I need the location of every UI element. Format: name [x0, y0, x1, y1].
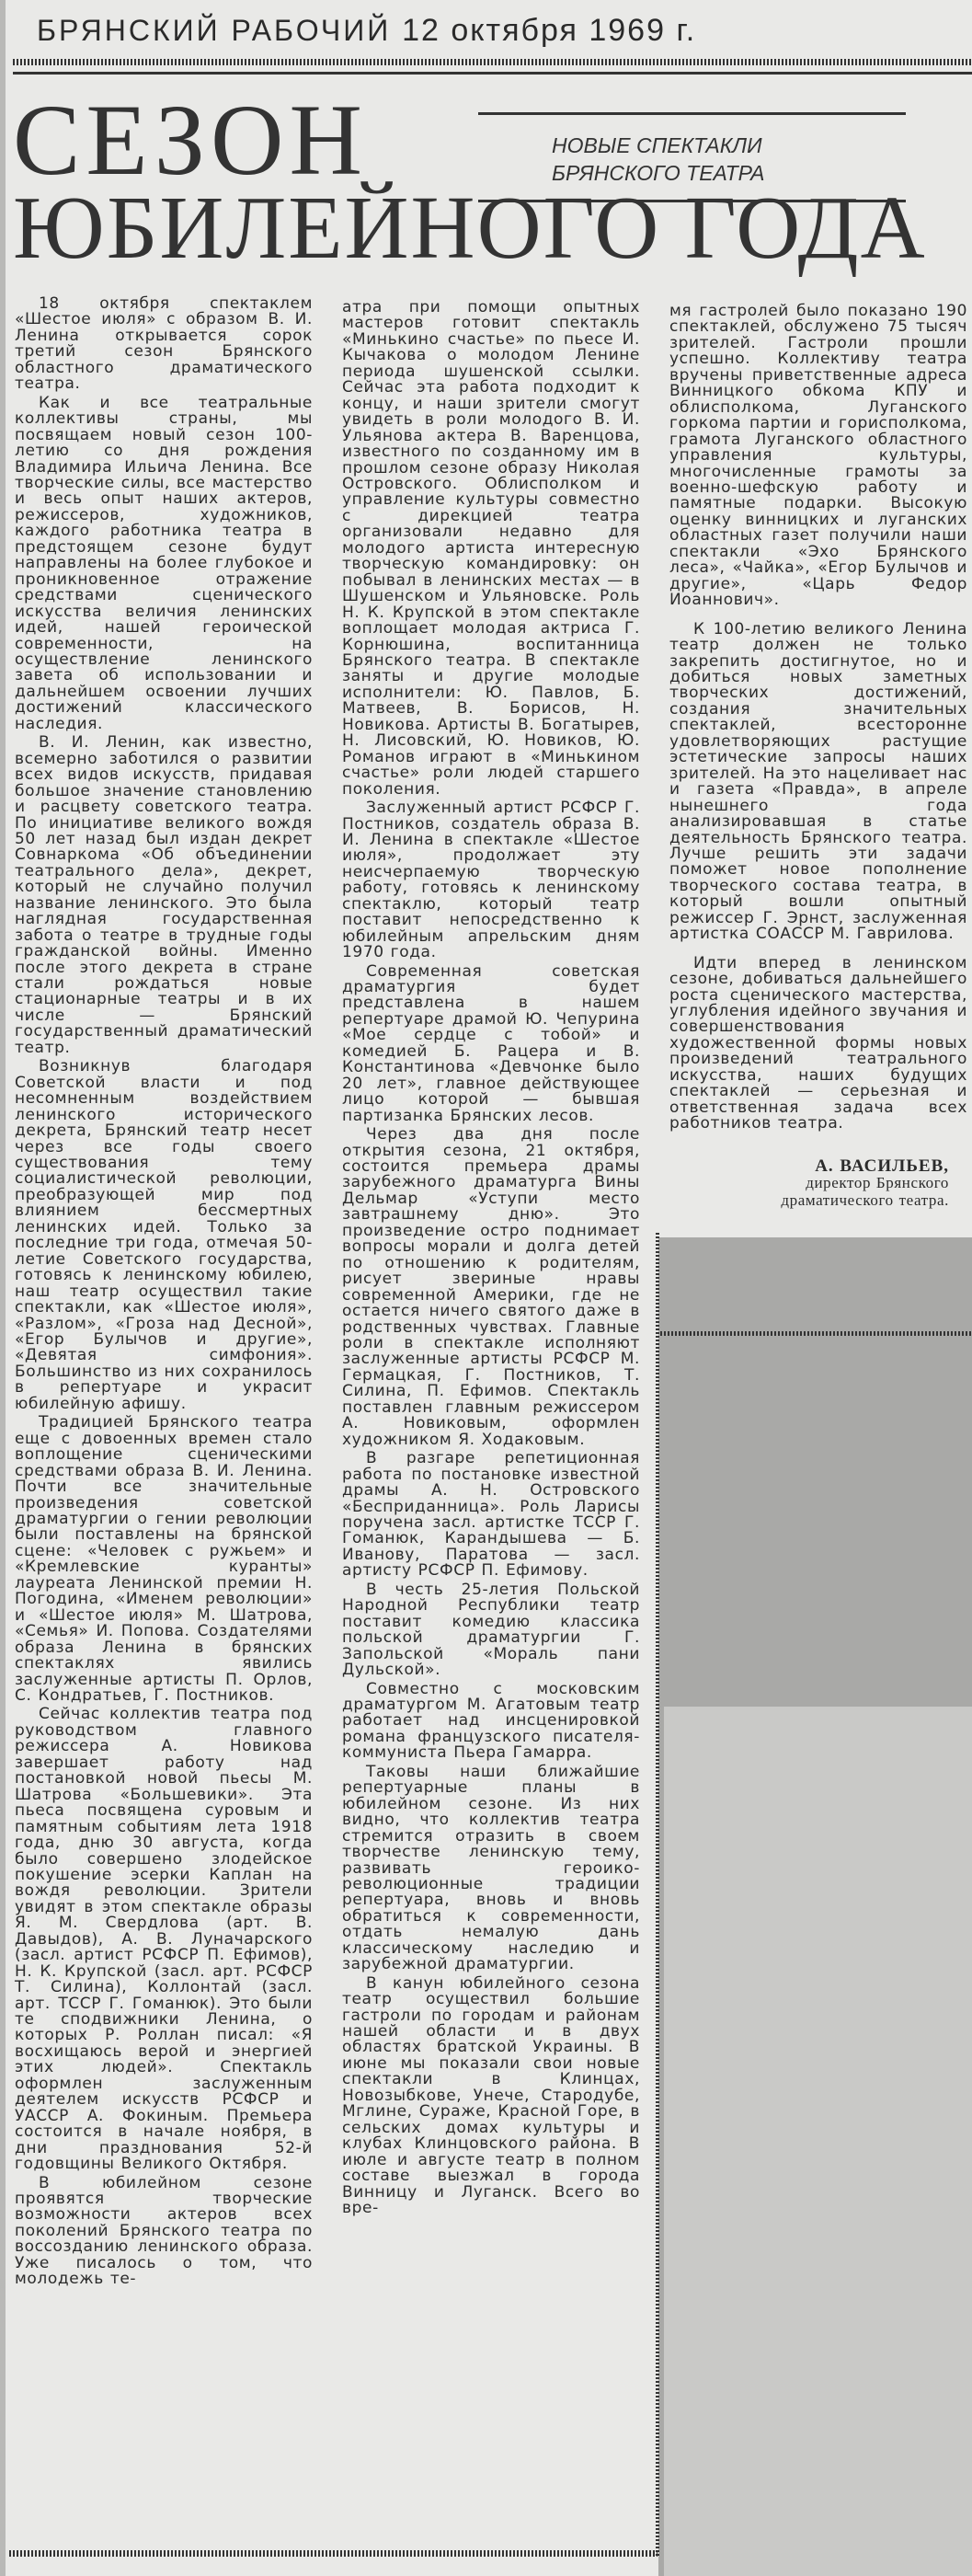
paragraph-continued: атра при помощи опытных мастеров готовит спектакль «Минькино счастье» по пьесе И. Кычакова о молодом Ленине периода шушенской ссылки. Сейчас эта работа подходит к концу, и наши зрители смогут увидеть в роли молодого В. И. Ульянова актера В. Варенцова, известного по созданному им в прошлом сезоне образу Николая Островского. Облисполком и управление культуры совместно с дирекцией театра организовали недавно для молодого артиста интересную творческую командировку: он побывал в ленинских местах — в Шушенском и Ульяновске. Роль Н. К. Крупской в этом спектакле воплощает молодая актриса Г. Корнюшина, воспитанница Брянского театра. В спектакле заняты и другие молодые исполнители: Ю. Павлов, Б. Матвеев, В. Борисов, Н. Новикова. Артисты В. Богатырев, Н. Лисовский, Ю. Новиков, Ю. Романов играют в «Минькином счастье» роли людей старшего поколения. — [342, 298, 640, 799]
paragraph: В разгаре репетиционная работа по постановке известной драмы А. Н. Островского «Бесприданница». Роль Ларисы поручена засл. артистке ТССР Г. Гоманюк, Карандышева — Б. Иванову, Паратова — засл. артисту РСФСР П. Ефимову. — [342, 1449, 640, 1581]
paragraph: Современная советская драматургия будет представлена в нашем репертуаре драмой Ю. Чепурина «Мое сердце с тобой» и комедией Б. Рацера и В. Константинова «Девчонке было 20 лет», главное действующее лицо которой — бывшая партизанка Брянских лесов. — [342, 961, 640, 1125]
kicker-line-1: НОВЫЕ СПЕКТАКЛИ — [552, 133, 762, 157]
paragraph: В честь 25-летия Польской Народной Республики театр поставит комедию классика польской драматургии Г. Запольской «Мораль пани Дульской». — [342, 1580, 640, 1680]
paragraph-continued: мя гастролей было показано 190 спектаклей, обслужено 75 тысяч зрителей. Гастроли прошли успешно. Коллективу театра вручены приветственные адреса Винницкого обкома КПУ и облисполкома, Луганского горкома партии и горисполкома, грамота Луганского областного управления культуры, многочисленные грамоты за военно-шефскую работу и памятные подарки. Высокую оценку винницких и луганских областных газет получили наши спектакли «Эхо Брянского леса», «Чайка», «Егор Булычов и другие», «Царь Федор Иоаннович». — [669, 302, 967, 610]
paragraph: Сейчас коллектив театра под руководством главного режиссера А. Новикова завершает работу над постановкой новой пьесы М. Шатрова «Большевики». Эта пьеса посвящена суровым и памятным событиям лета 1918 года, дню 30 августа, когда было совершено злодейское покушение эсерки Каплан на вождя революции. Зрители увидят в этом спектакле образы Я. М. Свердлова (арт. В. Давыдов), А. В. Луначарского (засл. артист РСФСР П. Ефимов), Н. К. Крупской (засл. арт. РСФСР Т. Силина), Коллонтай (засл. арт. ТССР Г. Гоманюк). Это были те сподвижники Ленина, о которых Р. Роллан писал: «Я восхищаюсь верой и энергией этих людей». Спектакль оформлен заслуженным деятелем искусств РСФСР и УАССР А. Фокиным. Премьера состоится в начале ноября, в дни празднования 52-й годовщины Великого Октября. — [15, 1705, 313, 2174]
kicker-line-2: БРЯНСКОГО ТЕАТРА — [552, 161, 765, 185]
article-column-2 — [342, 300, 640, 2219]
paragraph: Идти вперед в ленинском сезоне, добиваться дальнейшего роста сценического мастерства, углубления идейного звучания и совершенствования художественной формы новых произведений театрального искусства, наших будущих спектаклей — серьезная и ответственная задача всех работников театра. — [669, 953, 967, 1133]
author-signature — [669, 1158, 967, 1209]
author-name: А. ВАСИЛЬЕВ, — [815, 1156, 949, 1176]
column-3-bottom-rule — [660, 1331, 972, 1336]
paragraph: В юбилейном сезоне проявятся творческие возможности актеров всех поколений Брянского театра по воссозданию ленинского образа. Уже писалось о том, что молодежь те- — [15, 2173, 313, 2289]
article-column-1 — [15, 296, 313, 2291]
paragraph: Традицией Брянского театра еще с довоенных времен стало воплощение сценическими средствами образа В. И. Ленина. Почти все значительные произведения советской драматургии о гении революции были поставлены на брянской сцене: «Человек с ружьем» и «Кремлевские куранты» лауреата Ленинской премии Н. Погодина, «Именем революции» и «Шестое июля» М. Шатрова, «Семья» И. Попова. Создателями образа Ленина в брянских спектаклях явились заслуженные артисты П. Орлов, С. Кондратьев, Г. Постников. — [15, 1413, 313, 1705]
masthead — [37, 13, 696, 49]
paragraph: В канун юбилейного сезона театр осуществил большие гастроли по городам и районам нашей области и в двух областях братской Украины. В июне мы показали свои новые спектакли в Клинцах, Новозыбкове, Унече, Стародубе, Мглине, Сураже, Красной Горе, в сельских домах культуры и клубах Клинцовского района. В июле и августе театр в полном составе выезжал в города Винницу и Луганск. Всего во вре- — [342, 1973, 640, 2218]
paragraph: 18 октября спектаклем «Шестое июля» с образом В. И. Ленина открывается сорок третий сезон Брянского областного драматического театра. — [15, 294, 313, 394]
scanner-background — [658, 1237, 972, 1337]
paragraph: Как и все театральные коллективы страны, мы посвящаем новый сезон 100-летию со дня рождения Владимира Ильича Ленина. Все творческие силы, все мастерство и весь опыт наших актеров, режиссеров, художников, каждого работника театра в предстоящем сезоне будут направлены на более глубокое и проникновенное отражение средствами сценического искусства величия ленинских идей, нашей героической современности, на осуществление ленинского завета об использовании и дальнейшем освоении лучших достижений классического наследия. — [15, 393, 313, 733]
newspaper-name: БРЯНСКИЙ РАБОЧИЙ — [37, 14, 392, 47]
paragraph: Таковы наши ближайшие репертуарные планы в юбилейном сезоне. Из них видно, что коллектив театра стремится отразить в своем творчестве ленинскую тему, развивать героико-революционные традиции репертуара, вновь и вновь обратиться к современности, отдать немалую дань классическому наследию и зарубежной драматургии. — [342, 1762, 640, 1974]
headline-line-1: СЕЗОН — [13, 84, 368, 196]
masthead-rule — [13, 72, 972, 75]
issue-date: 12 октября 1969 г. — [402, 13, 697, 48]
article-column-3 — [669, 304, 967, 1209]
author-role-line-1: директор Брянского — [806, 1174, 949, 1192]
column-dotted-rule — [656, 1233, 659, 2558]
clipping-edge — [0, 0, 6, 2576]
paragraph: К 100-летию великого Ленина театр должен не только закрепить достигнутое, но и добиться новых заметных творческих достижений, создания значительных спектаклей, всесторонне удовлетворяющих растущие эстетические запросы наших зрителей. На это нацеливает нас и газета «Правда», в апреле нынешнего года анализировавшая в статье деятельность Брянского театра. Лучше решить эти задачи поможет новое пополнение творческого состава театра, в который вошли опытный режиссер Г. Эрнст, заслуженная артистка СОАССР М. Гаврилова. — [669, 619, 967, 944]
paragraph: Через два дня после открытия сезона, 21 октября, состоится премьера драмы зарубежного драматурга Вины Дельмар «Уступи место завтрашнему дню». Это произведение остро поднимает вопросы морали и долга детей по отношению к родителям, рисует звериные нравы современной Америки, где не остается ничего святого даже в родственных чувствах. Главные роли в спектакле исполняют заслуженные артисты РСФСР М. Гермацкая, Г. Постников, Т. Силина, П. Ефимов. Спектакль поставлен главным режиссером А. Новиковым, оформлен художником Я. Ходаковым. — [342, 1125, 640, 1449]
author-role-line-2: драматического театра. — [781, 1191, 949, 1210]
masthead-dotted-rule — [13, 59, 972, 65]
paragraph: Возникнув благодаря Советской власти и под несомненным воздействием ленинского исторического декрета, Брянский театр несет через все годы своего существования тему социалистической революции, преобразующей мир под влиянием бессмертных ленинских идей. Только за последние три года, отмечая 50-летие Советского государства, готовясь к ленинскому юбилею, наш театр осуществил такие спектакли, как «Шестое июля», «Разлом», «Гроза над Десной», «Егор Булычов и другие», «Девятая симфония». Большинство из них сохранилось в репертуаре и украсит юбилейную афишу. — [15, 1057, 313, 1413]
paragraph: Совместно с московским драматургом М. Агатовым театр работает над инсценировкой романа французского писателя-коммуниста Пьера Гамарра. — [342, 1679, 640, 1763]
article-bottom-rule — [9, 2550, 658, 2557]
paragraph: В. И. Ленин, как известно, всемерно заботился о развитии всех видов искусств, придавая большое значение становлению и расцвету советского театра. По инициативе великого вождя 50 лет назад был издан декрет Совнаркома «Об объединении театрального дела», декрет, который не случайно получил название ленинского. Это была наглядная государственная забота о театре в трудные годы гражданской войны. Именно после этого декрета в стране стали рождаться новые стационарные театры и в их числе — Брянский государственный драматический театр. — [15, 733, 313, 1057]
headline-line-2: ЮБИЛЕЙНОГО ГОДА — [13, 178, 927, 277]
scanner-background-light — [664, 1707, 972, 2576]
paragraph: Заслуженный артист РСФСР Г. Постников, создатель образа В. И. Ленина в спектакле «Шестое июля», продолжает эту неисчерпаемую творческую работу, готовясь к ленинскому спектаклю, который театр поставит непосредственно к юбилейным апрельским дням 1970 года. — [342, 799, 640, 962]
kicker — [478, 112, 906, 202]
